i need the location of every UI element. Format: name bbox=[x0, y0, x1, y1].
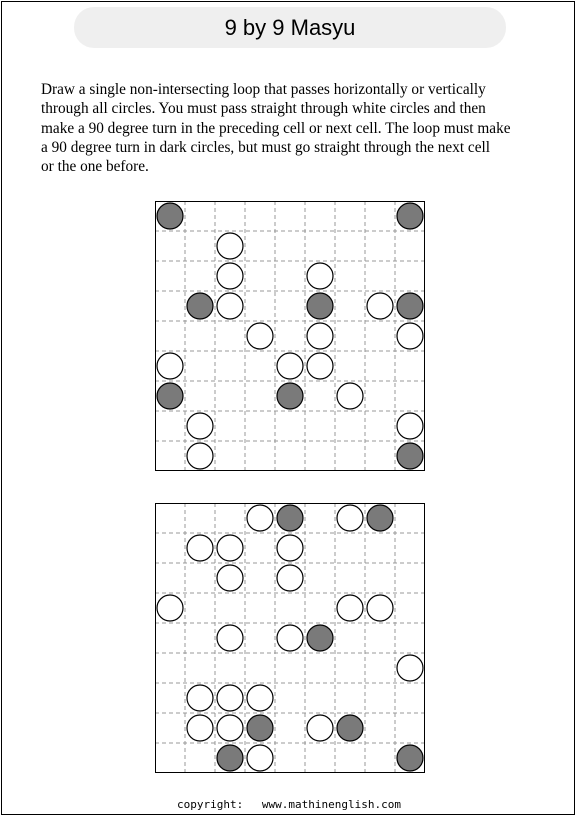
black-circle bbox=[307, 625, 333, 651]
black-circle bbox=[397, 203, 423, 229]
black-circle bbox=[337, 715, 363, 741]
puzzle-grid-2 bbox=[155, 503, 425, 773]
white-circle bbox=[397, 323, 423, 349]
white-circle bbox=[217, 625, 243, 651]
white-circle bbox=[217, 685, 243, 711]
white-circle bbox=[247, 745, 273, 771]
white-circle bbox=[307, 353, 333, 379]
white-circle bbox=[247, 685, 273, 711]
white-circle bbox=[187, 443, 213, 469]
black-circle bbox=[397, 745, 423, 771]
white-circle bbox=[337, 383, 363, 409]
black-circle bbox=[187, 293, 213, 319]
white-circle bbox=[307, 323, 333, 349]
white-circle bbox=[277, 535, 303, 561]
black-circle bbox=[277, 383, 303, 409]
white-circle bbox=[217, 535, 243, 561]
black-circle bbox=[307, 293, 333, 319]
white-circle bbox=[367, 293, 393, 319]
black-circle bbox=[367, 505, 393, 531]
white-circle bbox=[337, 505, 363, 531]
white-circle bbox=[157, 595, 183, 621]
black-circle bbox=[217, 745, 243, 771]
puzzle-grid-1 bbox=[155, 201, 425, 471]
black-circle bbox=[397, 443, 423, 469]
black-circle bbox=[157, 383, 183, 409]
copyright-label: copyright: bbox=[177, 798, 244, 811]
white-circle bbox=[337, 595, 363, 621]
white-circle bbox=[217, 233, 243, 259]
white-circle bbox=[247, 323, 273, 349]
white-circle bbox=[187, 715, 213, 741]
white-circle bbox=[217, 565, 243, 591]
white-circle bbox=[277, 565, 303, 591]
website-link[interactable]: www.mathinenglish.com bbox=[261, 798, 401, 811]
white-circle bbox=[277, 625, 303, 651]
white-circle bbox=[187, 685, 213, 711]
black-circle bbox=[157, 203, 183, 229]
white-circle bbox=[187, 413, 213, 439]
white-circle bbox=[217, 715, 243, 741]
masyu-grid-svg bbox=[155, 503, 425, 773]
black-circle bbox=[247, 715, 273, 741]
white-circle bbox=[247, 505, 273, 531]
white-circle bbox=[307, 715, 333, 741]
title-banner bbox=[74, 7, 506, 48]
white-circle bbox=[307, 263, 333, 289]
white-circle bbox=[397, 413, 423, 439]
white-circle bbox=[187, 535, 213, 561]
footer bbox=[0, 798, 578, 811]
white-circle bbox=[277, 353, 303, 379]
masyu-grid-svg bbox=[155, 201, 425, 471]
black-circle bbox=[397, 293, 423, 319]
white-circle bbox=[397, 655, 423, 681]
white-circle bbox=[217, 263, 243, 289]
white-circle bbox=[367, 595, 393, 621]
black-circle bbox=[277, 505, 303, 531]
white-circle bbox=[157, 353, 183, 379]
page-title: 9 by 9 Masyu bbox=[224, 14, 356, 40]
instructions-text: Draw a single non-intersecting loop that passes horizontally or vertically through all circles. You must pass straight through white circles and then make a 90 degree turn in the preceding cell or next cell. The loop must make a 90 degree turn in dark circles, but must go straight through the next cell or the one before. bbox=[41, 81, 511, 176]
white-circle bbox=[217, 293, 243, 319]
